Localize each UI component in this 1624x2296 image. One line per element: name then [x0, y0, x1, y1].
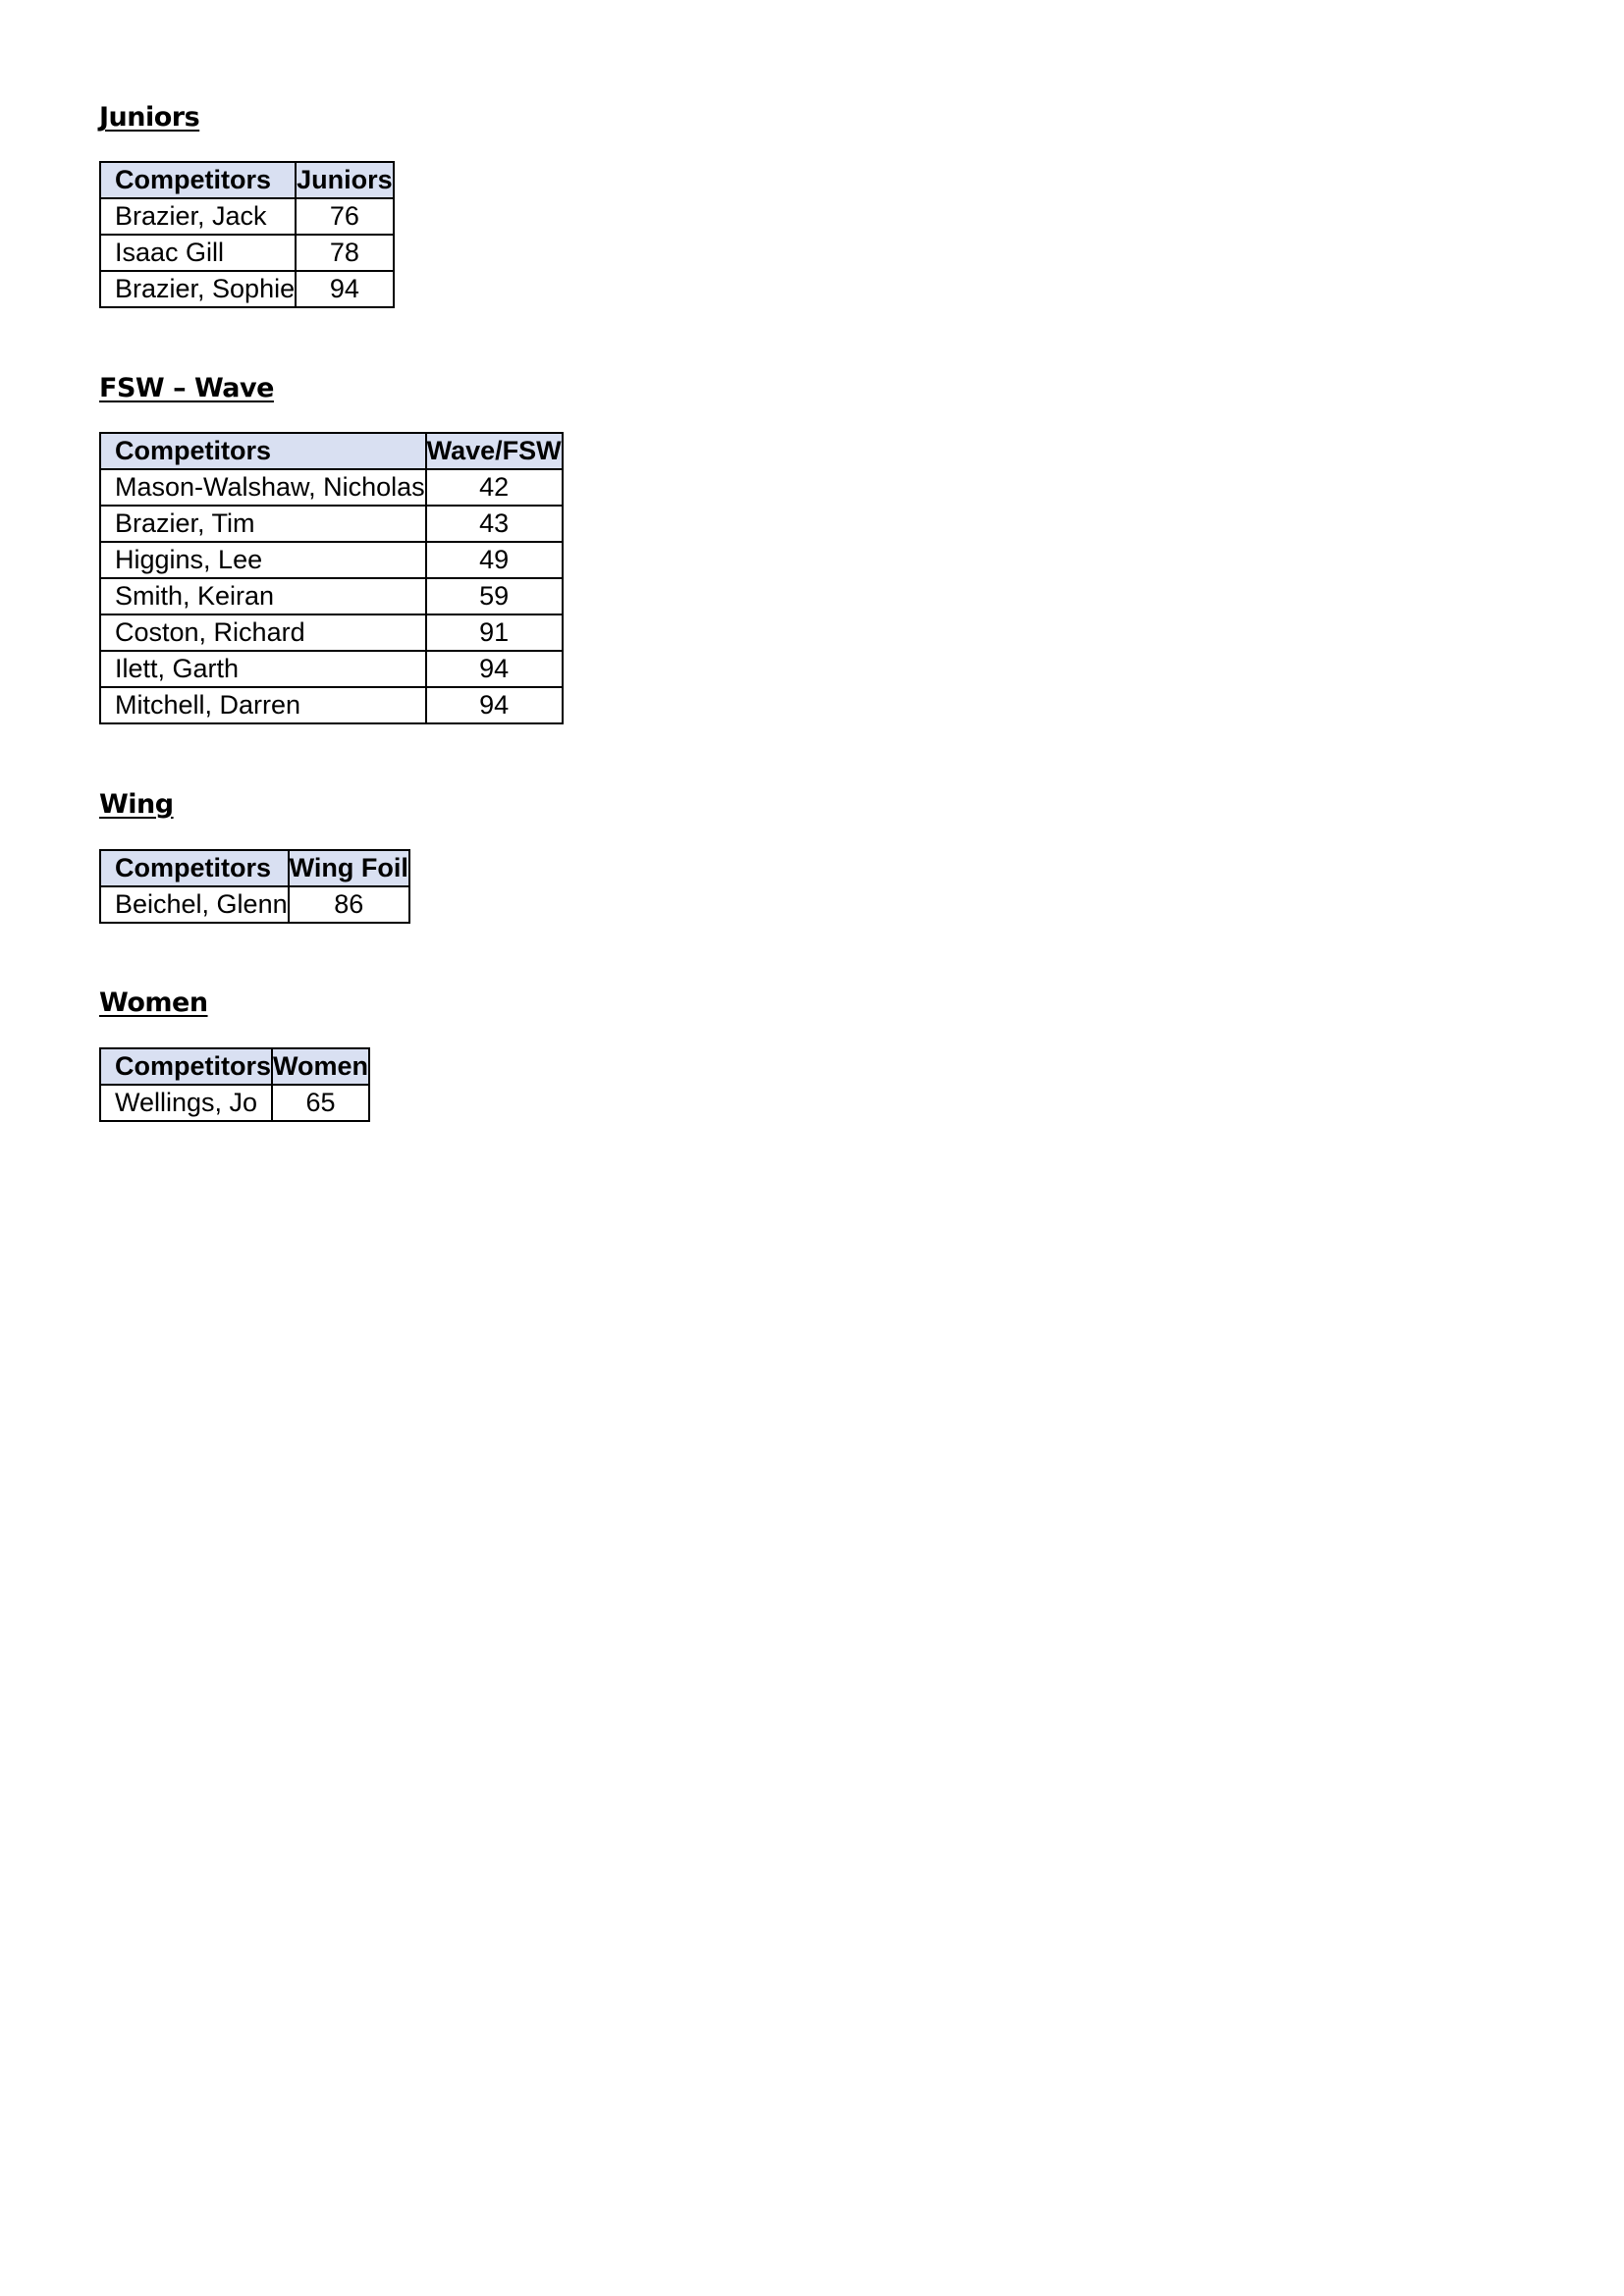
table-row: [100, 578, 563, 614]
table-row: [100, 469, 563, 506]
competitor-score: 91: [426, 614, 563, 651]
column-header-score: Juniors: [296, 162, 394, 198]
table-header-row: [100, 1048, 369, 1085]
table-header-row: [100, 433, 563, 469]
competitor-name: Brazier, Sophie: [100, 271, 296, 307]
column-header-competitors: Competitors: [100, 1048, 272, 1085]
section-fsw-wave: [99, 373, 562, 720]
section-women: [99, 988, 369, 1117]
table-row: [100, 687, 563, 723]
column-header-score: Women: [272, 1048, 369, 1085]
column-header-competitors: Competitors: [100, 433, 426, 469]
results-table: [99, 432, 564, 724]
table-row: [100, 1085, 369, 1121]
competitor-name: Smith, Keiran: [100, 578, 426, 614]
results-table: [99, 849, 410, 924]
table-row: [100, 886, 409, 923]
table-row: [100, 542, 563, 578]
competitor-score: 43: [426, 506, 563, 542]
competitor-score: 65: [272, 1085, 369, 1121]
competitor-name: Beichel, Glenn: [100, 886, 289, 923]
competitor-score: 49: [426, 542, 563, 578]
results-table: [99, 161, 395, 308]
competitor-name: Brazier, Jack: [100, 198, 296, 235]
column-header-competitors: Competitors: [100, 850, 289, 886]
competitor-score: 59: [426, 578, 563, 614]
column-header-competitors: Competitors: [100, 162, 296, 198]
competitor-name: Higgins, Lee: [100, 542, 426, 578]
table-row: [100, 271, 394, 307]
competitor-name: Wellings, Jo: [100, 1085, 272, 1121]
table-row: [100, 198, 394, 235]
competitor-score: 42: [426, 469, 563, 506]
section-heading: Women: [99, 988, 208, 1018]
competitor-score: 94: [426, 651, 563, 687]
table-header-row: [100, 162, 394, 198]
column-header-score: Wing Foil: [289, 850, 409, 886]
competitor-score: 76: [296, 198, 394, 235]
section-wing: [99, 789, 408, 919]
competitor-name: Isaac Gill: [100, 235, 296, 271]
table-row: [100, 235, 394, 271]
column-header-score: Wave/FSW: [426, 433, 563, 469]
results-table: [99, 1047, 370, 1122]
competitor-score: 94: [296, 271, 394, 307]
table-row: [100, 651, 563, 687]
table-row: [100, 506, 563, 542]
section-juniors: [99, 102, 393, 303]
table-header-row: [100, 850, 409, 886]
competitor-name: Ilett, Garth: [100, 651, 426, 687]
competitor-score: 94: [426, 687, 563, 723]
section-heading: Juniors: [99, 102, 200, 133]
table-row: [100, 614, 563, 651]
competitor-name: Mason-Walshaw, Nicholas: [100, 469, 426, 506]
section-heading: FSW – Wave: [99, 373, 274, 403]
competitor-score: 86: [289, 886, 409, 923]
competitor-name: Mitchell, Darren: [100, 687, 426, 723]
competitor-name: Coston, Richard: [100, 614, 426, 651]
competitor-score: 78: [296, 235, 394, 271]
section-heading: Wing: [99, 789, 174, 820]
competitor-name: Brazier, Tim: [100, 506, 426, 542]
